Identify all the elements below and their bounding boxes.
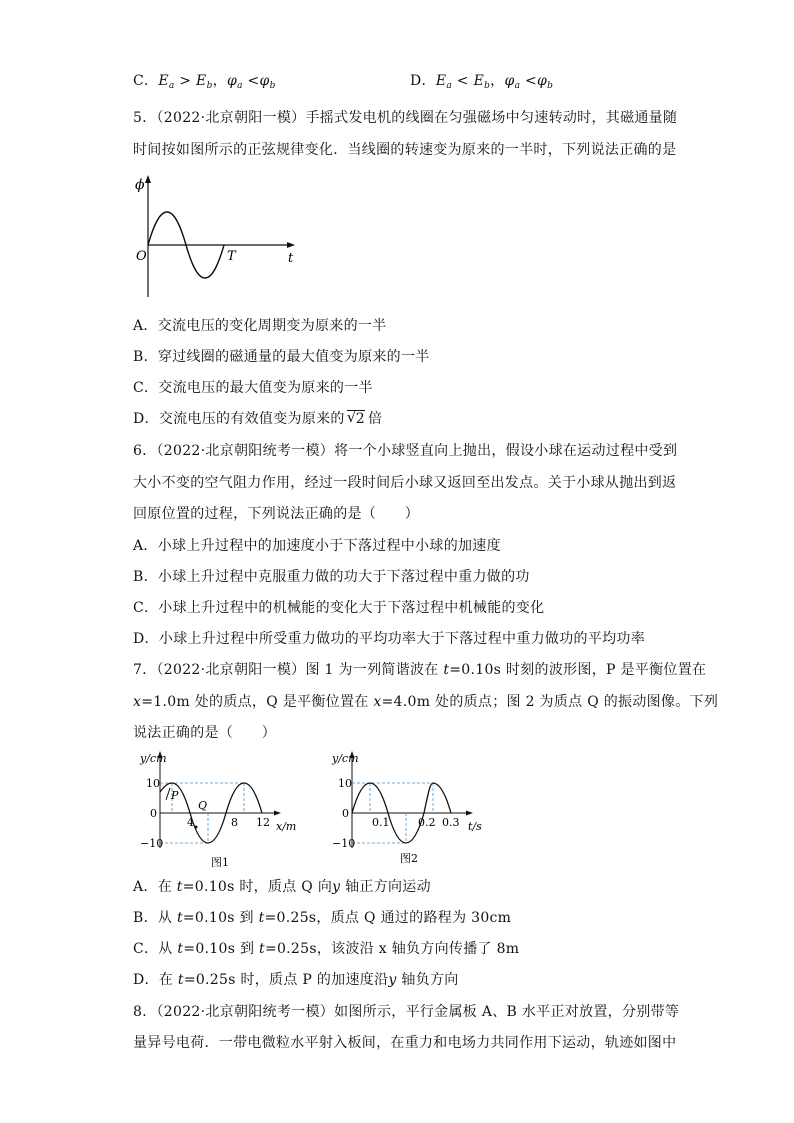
q4-option-c: C．$E_a > E_b$，$\varphi_a <\varphi_b$ — [133, 73, 276, 91]
fig2-tick-neg10: −10 — [332, 837, 356, 850]
q5-y-label: ϕ — [135, 177, 145, 193]
fig2-tick-0: 0 — [342, 807, 349, 820]
q5-y-arrow — [145, 175, 151, 183]
fig1-tick-12: 12 — [256, 816, 270, 829]
sqrt-expression: √ 2 — [346, 408, 365, 427]
q7-stem-line-2: x=1.0m 处的质点，Q 是平衡位置在 x=4.0m 处的质点；图 2 为质点 Q 的振动图像。下列 — [133, 694, 719, 710]
fig2-tick-03: 0.3 — [442, 816, 460, 829]
q6-option-c: C．小球上升过程中的机械能的变化大于下落过程中机械能的变化 — [133, 600, 545, 616]
fig2-tick-01: 0.1 — [372, 816, 390, 829]
fig1-caption: 图1 — [211, 856, 229, 869]
q7-figure-2-vibration — [330, 748, 495, 870]
q7-option-b: B．从 t=0.10s 到 t=0.25s，质点 Q 通过的路程为 30cm — [133, 910, 512, 926]
fig2-y-label: y/cm — [332, 752, 359, 765]
fig1-tick-0: 0 — [150, 807, 157, 820]
fig2-tick-10: 10 — [338, 777, 352, 790]
q5-stem-line-1: 5．（2022·北京朝阳一模）手摇式发电机的线圈在匀强磁场中匀速转动时，其磁通量随 — [133, 110, 678, 126]
fig1-p-arrow — [166, 788, 170, 800]
fig1-tick-8: 8 — [231, 816, 238, 829]
q5-period-label: T — [227, 249, 236, 264]
q5-origin-label: O — [136, 249, 147, 264]
q5-flux-graph — [130, 172, 305, 302]
fig1-tick-neg10: −10 — [140, 837, 164, 850]
q5-x-arrow — [287, 242, 295, 248]
fig1-x-label: x/m — [276, 820, 297, 833]
q5-x-label: t — [288, 251, 294, 266]
q5-stem-line-2: 时间按如图所示的正弦规律变化．当线圈的转速变为原来的一半时，下列说法正确的是 — [133, 142, 677, 158]
q7-option-a: A．在 t=0.10s 时，质点 Q 向y 轴正方向运动 — [133, 879, 431, 895]
q6-stem-line-2: 大小不变的空气阻力作用，经过一段时间后小球又返回至出发点。关于小球从抛出到返 — [133, 475, 677, 491]
q7-option-d: D．在 t=0.25s 时，质点 P 的加速度沿y 轴负方向 — [133, 972, 459, 988]
q5-option-a: A．交流电压的变化周期变为原来的一半 — [133, 318, 387, 334]
fig1-y-label: y/cm — [140, 752, 167, 765]
q7-stem-line-1: 7．（2022·北京朝阳一模）图 1 为一列简谐波在 t=0.10s 时刻的波形图，P 是平衡位置在 — [133, 662, 707, 678]
fig1-p-label: P — [171, 789, 179, 802]
fig2-x-label: t/s — [468, 820, 482, 833]
fig1-tick-4: 4 — [187, 816, 194, 829]
q5-option-d: D．交流电压的有效值变为原来的 √ 2 倍 — [133, 408, 383, 427]
q4-option-d: D．$E_a < E_b$，$\varphi_a <\varphi_b$ — [410, 73, 554, 91]
fig1-x-arrow — [274, 811, 281, 816]
q6-option-d: D．小球上升过程中所受重力做功的平均功率大于下落过程中重力做功的平均功率 — [133, 631, 646, 647]
q8-stem-line-1: 8．（2022·北京朝阳统考一模）如图所示，平行金属板 A、B 水平正对放置，分别带等 — [133, 1004, 680, 1020]
q6-stem-line-1: 6．（2022·北京朝阳统考一模）将一个小球竖直向上抛出，假设小球在运动过程中受到 — [133, 443, 678, 459]
fig1-q-point — [195, 826, 198, 829]
fig1-q-label: Q — [198, 799, 208, 812]
q5-option-b: B．穿过线圈的磁通量的最大值变为原来的一半 — [133, 349, 430, 365]
q5-option-c: C．交流电压的最大值变为原来的一半 — [133, 380, 373, 396]
q8-stem-line-2: 量异号电荷．一带电微粒水平射入板间，在重力和电场力共同作用下运动，轨迹如图中 — [133, 1035, 677, 1051]
q6-stem-line-3: 回原位置的过程，下列说法正确的是（ ） — [133, 506, 419, 522]
q7-figure-1-waveform — [138, 748, 313, 870]
fig2-caption: 图2 — [400, 852, 418, 865]
q6-option-a: A．小球上升过程中的加速度小于下落过程中小球的加速度 — [133, 538, 501, 554]
q6-option-b: B．小球上升过程中克服重力做的功大于下落过程中重力做的功 — [133, 569, 530, 585]
fig2-tick-02: 0.2 — [418, 816, 436, 829]
q7-option-c: C．从 t=0.10s 到 t=0.25s，该波沿 x 轴负方向传播了 8m — [133, 941, 520, 957]
fig1-tick-10: 10 — [146, 777, 160, 790]
q7-stem-line-3: 说法正确的是（ ） — [133, 725, 276, 741]
fig2-x-arrow — [466, 811, 473, 816]
